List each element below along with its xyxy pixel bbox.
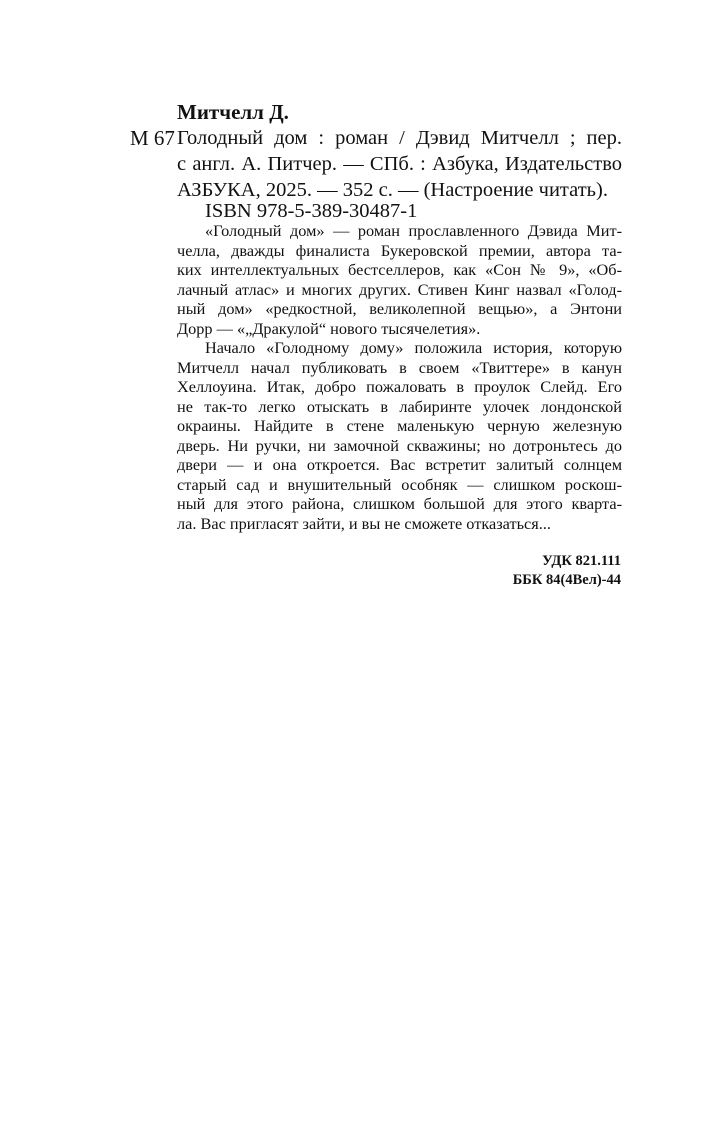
annotation-line: Начало «Голодному дому» положила история, которую: [205, 338, 622, 357]
annotation-line: окраины. Найдите в стене маленькую черную железную: [177, 416, 622, 435]
annotation-line: ла. Вас пригласят зайти, и вы не сможете отказаться...: [177, 513, 551, 533]
annotation-line: не так-то легко отыскать в лабиринте улочек лондонской: [177, 396, 622, 416]
classification-codes: [470, 552, 621, 590]
bibliographic-description: [177, 125, 622, 203]
annotation-line: «Голодный дом» — роман прославленного Дэвида Мит-: [205, 221, 622, 240]
annotation-line: Дорр — «„Дракулой“ нового тысячелетия».: [177, 318, 481, 338]
annotation-line: Хеллоуина. Итак, добро пожаловать в проулок Слейд. Его: [177, 377, 622, 396]
annotation: [177, 221, 622, 533]
annotation-line: челла, дважды финалиста Букеровской премии, автора та-: [177, 240, 622, 260]
author-heading: Митчелл Д.: [177, 100, 289, 124]
annotation-paragraph-1: [177, 221, 622, 338]
bbk-code: ББК 84(4Вел)-44: [512, 572, 621, 588]
bib-line: с англ. А. Питчер. — СПб. : Азбука, Издательство: [177, 153, 622, 175]
bib-line: Голодный дом : роман / Дэвид Митчелл ; пер.: [177, 127, 622, 149]
author-code: М 67: [130, 126, 175, 150]
annotation-line: ный дом» «редкостной, великолепной вещью», а Энтони: [177, 299, 622, 318]
annotation-line: лачный атлас» и многих других. Стивен Кинг назвал «Голод-: [177, 279, 622, 299]
annotation-line: ких интеллектуальных бестселлеров, как «Сон № 9», «Об-: [177, 260, 622, 279]
annotation-line: дверь. Ни ручки, ни замочной скважины; но дотроньтесь до: [177, 435, 622, 455]
annotation-line: двери — и она откроется. Вас встретит залитый солнцем: [177, 455, 622, 474]
annotation-line: Митчелл начал публиковать в своем «Твиттере» в канун: [177, 357, 622, 377]
bib-line: АЗБУКА, 2025. — 352 с. — (Настроение читать).: [177, 179, 608, 201]
udk-code: УДК 821.111: [542, 553, 621, 569]
annotation-line: старый сад и внушительный особняк — слишком роскош-: [177, 474, 622, 494]
annotation-line: ный для этого района, слишком большой для этого кварта-: [177, 494, 622, 513]
isbn: ISBN 978-5-389-30487-1: [205, 200, 418, 222]
annotation-paragraph-2: [177, 338, 622, 533]
